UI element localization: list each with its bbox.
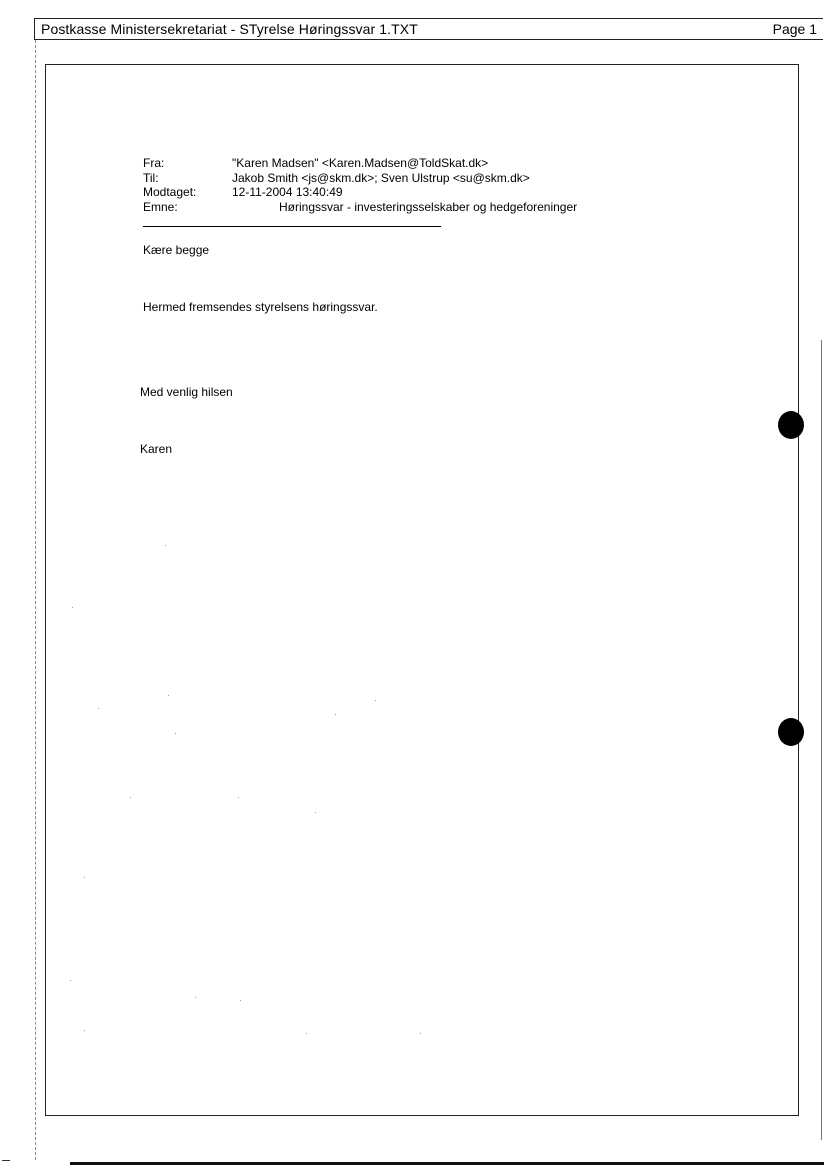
subject-value: Høringssvar - investeringsselskaber og hedgeforeninger: [279, 199, 578, 214]
scan-left-edge: [35, 40, 36, 1160]
received-label: Modtaget:: [143, 185, 197, 199]
scan-speck: [84, 1030, 85, 1031]
document-title: Postkasse Ministersekretariat - STyrelse Høringssvar 1.TXT: [41, 21, 418, 37]
document-header: [34, 18, 823, 40]
signature: Karen: [140, 442, 173, 456]
punch-hole-icon: [778, 718, 804, 746]
body-paragraph: Hermed fremsendes styrelsens høringssvar.: [143, 300, 378, 314]
closing: Med venlig hilsen: [140, 385, 233, 399]
received-value: 12-11-2004 13:40:49: [232, 185, 343, 199]
page-number: Page 1: [772, 21, 817, 37]
scan-speck: [335, 714, 336, 715]
scan-speck: [165, 545, 166, 546]
scan-speck: [240, 1000, 241, 1001]
scan-speck: [306, 1033, 307, 1034]
scan-speck: [70, 980, 71, 981]
punch-hole-icon: [778, 411, 804, 439]
greeting: Kære begge: [143, 243, 210, 257]
scan-tick: [2, 1160, 10, 1161]
from-value: "Karen Madsen" <Karen.Madsen@ToldSkat.dk>: [232, 156, 489, 170]
scan-bottom-rule: [70, 1162, 824, 1165]
from-label: Fra:: [143, 156, 165, 170]
scan-speck: [168, 695, 169, 696]
scan-speck: [375, 700, 376, 701]
header-divider: [143, 226, 441, 227]
scan-speck: [195, 997, 196, 998]
scan-speck: [130, 797, 131, 798]
scan-speck: [315, 812, 316, 813]
scan-speck: [238, 797, 239, 798]
scan-speck: [98, 708, 99, 709]
scan-speck: [420, 1033, 421, 1034]
scan-right-edge: [821, 340, 822, 1140]
to-value: Jakob Smith <js@skm.dk>; Sven Ulstrup <su@skm.dk>: [232, 170, 530, 185]
scan-speck: [84, 877, 85, 878]
scan-speck: [72, 607, 73, 608]
scan-speck: [175, 733, 176, 734]
to-label: Til:: [143, 170, 159, 185]
page-frame: [45, 64, 799, 1116]
subject-label: Emne:: [143, 199, 178, 214]
